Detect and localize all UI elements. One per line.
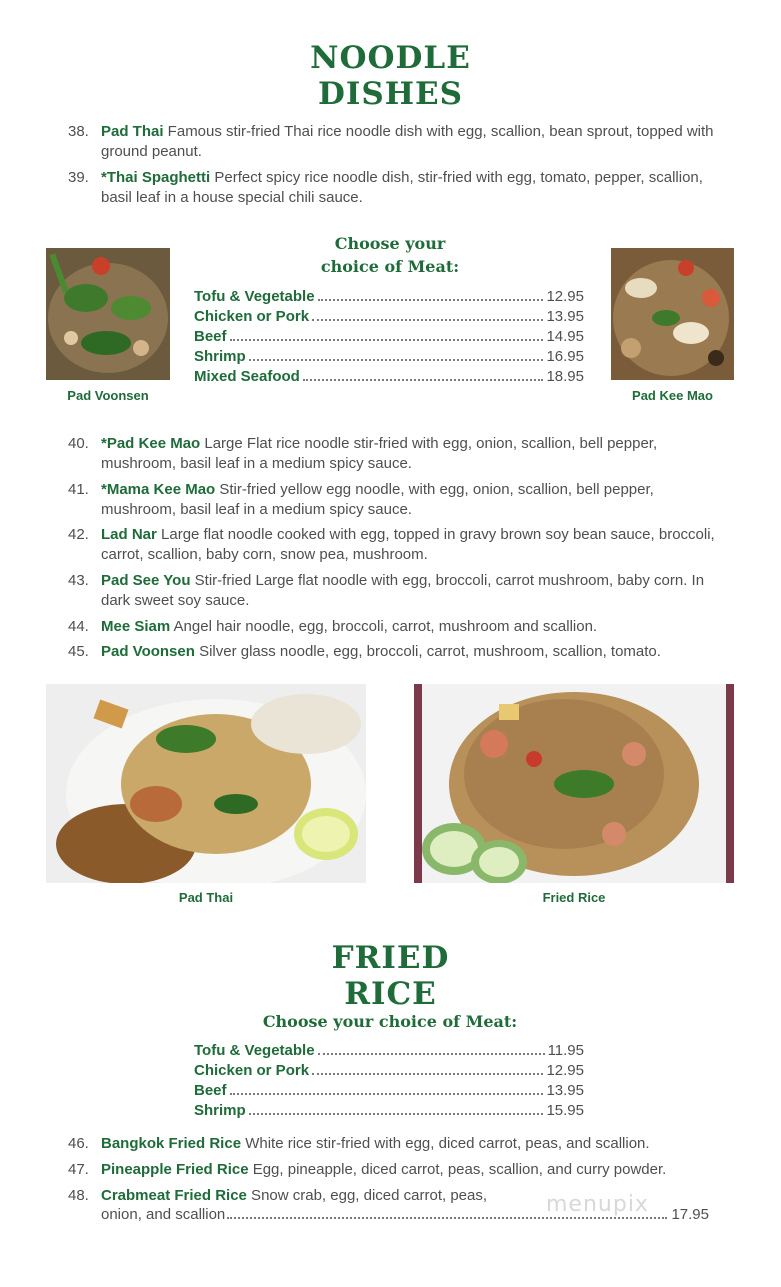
choose-line2: choice of Meat:: [320, 257, 460, 276]
noodle-price-row: [194, 368, 584, 388]
price-value: 13.95: [546, 308, 584, 325]
item-desc: Large Flat rice noodle stir-fried with egg, onion, scallion, bell pepper, mushroom, basil leaf in a medium spicy sauce.: [101, 435, 658, 472]
item-desc: Large flat noodle cooked with egg, topped in gravy brown soy bean sauce, broccoli, carrot, scallion, baby corn, snow pea, mushroom.: [101, 526, 715, 563]
noodle-title: [0, 40, 781, 112]
watermark: menupix: [546, 1192, 649, 1217]
caption-pad-kee-mao: Pad Kee Mao: [632, 388, 713, 403]
item-name: Bangkok Fried Rice: [101, 1135, 242, 1152]
pad-voonsen-photo: [46, 248, 170, 380]
price-value: 11.95: [547, 1042, 584, 1059]
menu-item-45: [68, 642, 718, 662]
item-number: 48.: [68, 1187, 89, 1204]
item-desc: Angel hair noodle, egg, broccoli, carrot, mushroom and scallion.: [170, 618, 598, 635]
price-name: Beef: [194, 328, 227, 345]
menu-item-46: [68, 1134, 718, 1154]
fried-price-row: [194, 1082, 584, 1102]
price-name: Chicken or Pork: [194, 1062, 310, 1079]
item-number: 40.: [68, 435, 89, 452]
price-name: Shrimp: [194, 348, 246, 365]
item-number: 46.: [68, 1135, 89, 1152]
item-name: Pad Voonsen: [101, 643, 195, 660]
menu-item-44: [68, 617, 718, 637]
caption-pad-thai: Pad Thai: [178, 890, 234, 905]
item-desc: Egg, pineapple, diced carrot, peas, scallion, and curry powder.: [248, 1161, 667, 1178]
price-name: Tofu & Vegetable: [194, 288, 315, 305]
price-name: Beef: [194, 1082, 227, 1099]
item-number: 39.: [68, 169, 89, 186]
menu-item-39: [68, 168, 718, 208]
price-name: Tofu & Vegetable: [194, 1042, 315, 1059]
menu-item-47: [68, 1160, 718, 1180]
caption-fried-rice: Fried Rice: [542, 890, 606, 905]
fried-rice-title: [0, 940, 781, 1012]
price-name: Chicken or Pork: [194, 308, 310, 325]
price-value: 12.95: [546, 1062, 584, 1079]
menu-item-41: [68, 480, 718, 520]
pad-kee-mao-photo: [611, 248, 734, 380]
item-desc: Snow crab, egg, diced carrot, peas,: [246, 1187, 488, 1204]
menu-item-42: [68, 525, 718, 565]
item-name: Mee Siam: [101, 618, 171, 635]
menu-item-48-continued: [101, 1206, 709, 1223]
item-name: *Mama Kee Mao: [101, 481, 216, 498]
price-value: 17.95: [671, 1206, 709, 1223]
pad-thai-photo: [46, 684, 366, 883]
item-number: 43.: [68, 572, 89, 589]
item-name: Pad Thai: [101, 123, 164, 140]
noodle-price-row: [194, 288, 584, 308]
price-value: 14.95: [546, 328, 584, 345]
caption-pad-voonsen: Pad Voonsen: [67, 388, 149, 403]
price-name: Shrimp: [194, 1102, 246, 1119]
menu-item-40: [68, 434, 718, 474]
item-desc: White rice stir-fried with egg, diced carrot, peas, and scallion.: [241, 1135, 650, 1152]
item-number: 38.: [68, 123, 89, 140]
price-value: 16.95: [546, 348, 584, 365]
fried-title-line2: RICE: [344, 976, 437, 1012]
fried-choose-heading: Choose your choice of Meat:: [262, 1012, 518, 1031]
item-desc: Famous stir-fried Thai rice noodle dish with egg, scallion, bean sprout, topped with ground peanut.: [101, 123, 714, 160]
price-value: 12.95: [546, 288, 584, 305]
noodle-choose-heading: [240, 232, 540, 278]
item-name: *Pad Kee Mao: [101, 435, 201, 452]
item-name: Pineapple Fried Rice: [101, 1161, 249, 1178]
noodle-price-row: [194, 348, 584, 368]
price-value: 18.95: [546, 368, 584, 385]
price-value: 13.95: [546, 1082, 584, 1099]
item-desc: Stir-fried yellow egg noodle, with egg, onion, scallion, bell pepper, mushroom, basil leaf in a medium spicy sauce.: [101, 481, 654, 518]
item-name: *Thai Spaghetti: [101, 169, 211, 186]
menu-item-38: [68, 122, 718, 162]
item-number: 42.: [68, 526, 89, 543]
item-desc: Perfect spicy rice noodle dish, stir-fried with egg, tomato, pepper, scallion, basil leaf in a house special chili sauce.: [101, 169, 703, 206]
item-desc: Silver glass noodle, egg, broccoli, carrot, mushroom, scallion, tomato.: [194, 643, 661, 660]
item-number: 44.: [68, 618, 89, 635]
noodle-title-line1: NOODLE: [310, 40, 471, 76]
item-name: Pad See You: [101, 572, 191, 589]
item-number: 47.: [68, 1161, 89, 1178]
noodle-title-line2: DISHES: [317, 76, 464, 112]
item-number: 41.: [68, 481, 89, 498]
choose-line1: Choose your: [334, 234, 446, 253]
price-name: Mixed Seafood: [194, 368, 300, 385]
item-desc: Stir-fried Large flat noodle with egg, broccoli, carrot mushroom, baby corn. In dark sweet soy sauce.: [101, 572, 705, 609]
menu-item-43: [68, 571, 718, 611]
item-number: 45.: [68, 643, 89, 660]
noodle-price-row: [194, 328, 584, 348]
fried-price-row: [194, 1042, 584, 1062]
fried-title-line1: FRIED: [331, 940, 450, 976]
noodle-price-row: [194, 308, 584, 328]
fried-price-row: [194, 1062, 584, 1082]
price-value: 15.95: [546, 1102, 584, 1119]
item-name: Lad Nar: [101, 526, 157, 543]
fried-rice-photo: [414, 684, 734, 883]
item-name: Crabmeat Fried Rice: [101, 1187, 247, 1204]
fried-price-row: [194, 1102, 584, 1122]
item-desc-continued: onion, and scallion: [101, 1206, 226, 1223]
